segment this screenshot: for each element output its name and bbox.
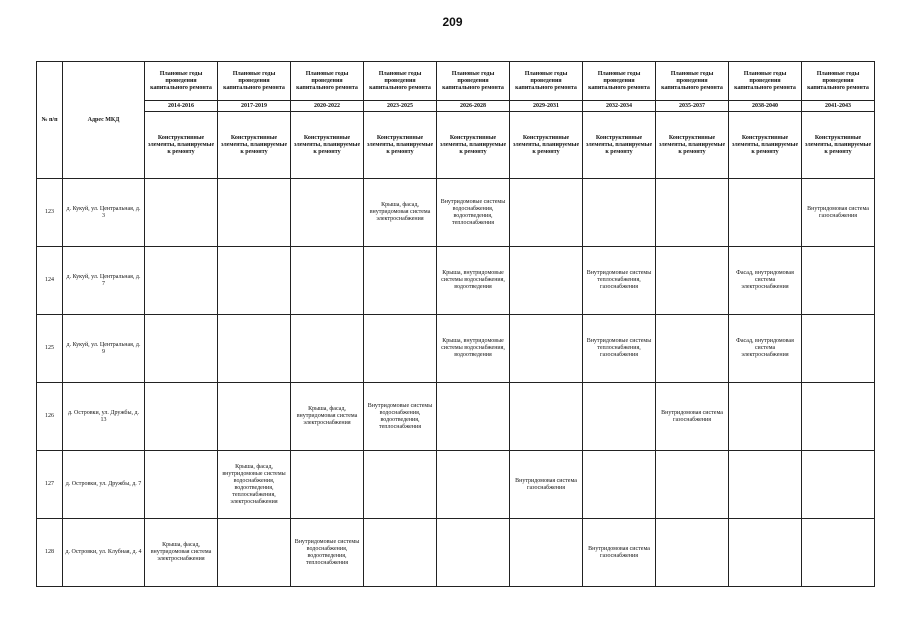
- table-cell: [218, 315, 291, 383]
- table-cell: [437, 383, 510, 451]
- table-cell: [145, 247, 218, 315]
- table-cell: [656, 451, 729, 519]
- header-year: 2038-2040: [729, 101, 802, 112]
- table-cell: Фасад, внутридомовая система электроснабжения: [729, 247, 802, 315]
- page-number: 209: [442, 15, 463, 29]
- table-cell: [729, 519, 802, 587]
- table-cell: [364, 451, 437, 519]
- table-row: [37, 247, 875, 315]
- row-number: 123: [37, 179, 63, 247]
- table-cell: [510, 519, 583, 587]
- table-cell: Внутридомовые системы теплоснабжения, газоснабжения: [583, 247, 656, 315]
- table-cell: [145, 451, 218, 519]
- header-period: Плановые годы проведения капитального ремонта: [729, 62, 802, 101]
- row-number: 124: [37, 247, 63, 315]
- table-cell: [729, 179, 802, 247]
- header-period: Плановые годы проведения капитального ремонта: [437, 62, 510, 101]
- table-cell: [218, 383, 291, 451]
- table-cell: [802, 451, 875, 519]
- header-elements: Конструктивные элементы, планируемые к ремонту: [583, 112, 656, 179]
- table-cell: [291, 451, 364, 519]
- header-elements: Конструктивные элементы, планируемые к ремонту: [437, 112, 510, 179]
- header-period: Плановые годы проведения капитального ремонта: [218, 62, 291, 101]
- table-cell: [218, 247, 291, 315]
- header-period: Плановые годы проведения капитального ремонта: [291, 62, 364, 101]
- table-cell: Внутридомовые системы водоснабжения, водоотведения, теплоснабжения: [291, 519, 364, 587]
- table-cell: [437, 519, 510, 587]
- header-elements: Конструктивные элементы, планируемые к ремонту: [145, 112, 218, 179]
- table-cell: [291, 247, 364, 315]
- table-cell: Крыша, фасад, внутридомовая система электроснабжения: [364, 179, 437, 247]
- table-cell: Внутридомовая система газоснабжения: [583, 519, 656, 587]
- row-number: 128: [37, 519, 63, 587]
- header-row-years: [37, 101, 875, 112]
- header-elements: Конструктивные элементы, планируемые к ремонту: [802, 112, 875, 179]
- table-cell: Внутридомовые системы водоснабжения, водоотведения, теплоснабжения: [364, 383, 437, 451]
- header-year: 2026-2028: [437, 101, 510, 112]
- header-year: 2032-2034: [583, 101, 656, 112]
- table-cell: [145, 179, 218, 247]
- header-year: 2035-2037: [656, 101, 729, 112]
- row-address: д. Кукуй, ул. Центральная, д. 9: [63, 315, 145, 383]
- table-cell: Внутридомовая система газоснабжения: [510, 451, 583, 519]
- table-cell: [364, 247, 437, 315]
- table-cell: [218, 179, 291, 247]
- table-row: [37, 519, 875, 587]
- row-address: д. Островки, ул. Дружбы, д. 13: [63, 383, 145, 451]
- table-cell: [802, 519, 875, 587]
- table-cell: [145, 315, 218, 383]
- header-elements: Конструктивные элементы, планируемые к ремонту: [291, 112, 364, 179]
- table-cell: [218, 519, 291, 587]
- header-period: Плановые годы проведения капитального ремонта: [656, 62, 729, 101]
- table-cell: [802, 383, 875, 451]
- repair-schedule-table: [36, 61, 875, 587]
- table-cell: [729, 451, 802, 519]
- table-cell: [656, 519, 729, 587]
- row-address: д. Островки, ул. Клубная, д. 4: [63, 519, 145, 587]
- table-cell: [510, 315, 583, 383]
- header-row-periods: [37, 62, 875, 101]
- header-elements: Конструктивные элементы, планируемые к ремонту: [656, 112, 729, 179]
- header-year: 2023-2025: [364, 101, 437, 112]
- header-year: 2041-2043: [802, 101, 875, 112]
- row-address: д. Кукуй, ул. Центральная, д. 3: [63, 179, 145, 247]
- table-cell: [583, 451, 656, 519]
- table-cell: [291, 315, 364, 383]
- row-address: д. Кукуй, ул. Центральная, д. 7: [63, 247, 145, 315]
- header-period: Плановые годы проведения капитального ремонта: [364, 62, 437, 101]
- table-row: [37, 383, 875, 451]
- table-cell: Фасад, внутридомовая система электроснабжения: [729, 315, 802, 383]
- table-cell: [510, 179, 583, 247]
- table-cell: Крыша, внутридомовые системы водоснабжения, водоотведения: [437, 315, 510, 383]
- table-cell: [729, 383, 802, 451]
- table-cell: [802, 315, 875, 383]
- table-cell: [510, 247, 583, 315]
- header-year: 2014-2016: [145, 101, 218, 112]
- header-year: 2029-2031: [510, 101, 583, 112]
- row-number: 125: [37, 315, 63, 383]
- table-row: [37, 451, 875, 519]
- table-cell: Внутридомовая система газоснабжения: [656, 383, 729, 451]
- header-elements: Конструктивные элементы, планируемые к ремонту: [729, 112, 802, 179]
- header-period: Плановые годы проведения капитального ремонта: [802, 62, 875, 101]
- table-cell: Крыша, фасад, внутридомовые системы водоснабжения, водоотведения, теплоснабжения, электроснабжения: [218, 451, 291, 519]
- table-cell: [656, 315, 729, 383]
- header-period: Плановые годы проведения капитального ремонта: [583, 62, 656, 101]
- row-address: д. Островки, ул. Дружбы, д. 7: [63, 451, 145, 519]
- table-cell: [145, 383, 218, 451]
- table-cell: Крыша, внутридомовые системы водоснабжения, водоотведения: [437, 247, 510, 315]
- table-cell: [583, 383, 656, 451]
- header-period: Плановые годы проведения капитального ремонта: [510, 62, 583, 101]
- header-period: Плановые годы проведения капитального ремонта: [145, 62, 218, 101]
- row-number: 127: [37, 451, 63, 519]
- header-year: 2020-2022: [291, 101, 364, 112]
- table-cell: Крыша, фасад, внутридомовая система электроснабжения: [291, 383, 364, 451]
- table-cell: Внутридомовая система газоснабжения: [802, 179, 875, 247]
- header-year: 2017-2019: [218, 101, 291, 112]
- header-elements: Конструктивные элементы, планируемые к ремонту: [218, 112, 291, 179]
- table-row: [37, 315, 875, 383]
- header-address: Адрес МКД: [63, 62, 145, 179]
- header-elements: Конструктивные элементы, планируемые к ремонту: [364, 112, 437, 179]
- table-cell: [802, 247, 875, 315]
- row-number: 126: [37, 383, 63, 451]
- table-cell: Внутридомовые системы водоснабжения, водоотведения, теплоснабжения: [437, 179, 510, 247]
- table-cell: [364, 315, 437, 383]
- table-cell: [437, 451, 510, 519]
- header-number: № п/п: [37, 62, 63, 179]
- header-elements: Конструктивные элементы, планируемые к ремонту: [510, 112, 583, 179]
- header-row-elements: [37, 112, 875, 179]
- table-cell: Внутридомовые системы теплоснабжения, газоснабжения: [583, 315, 656, 383]
- table-cell: [656, 179, 729, 247]
- table-cell: [510, 383, 583, 451]
- table-cell: [364, 519, 437, 587]
- table-cell: [656, 247, 729, 315]
- table-cell: [291, 179, 364, 247]
- table-cell: [583, 179, 656, 247]
- table-cell: Крыша, фасад, внутридомовая система электроснабжения: [145, 519, 218, 587]
- table-row: [37, 179, 875, 247]
